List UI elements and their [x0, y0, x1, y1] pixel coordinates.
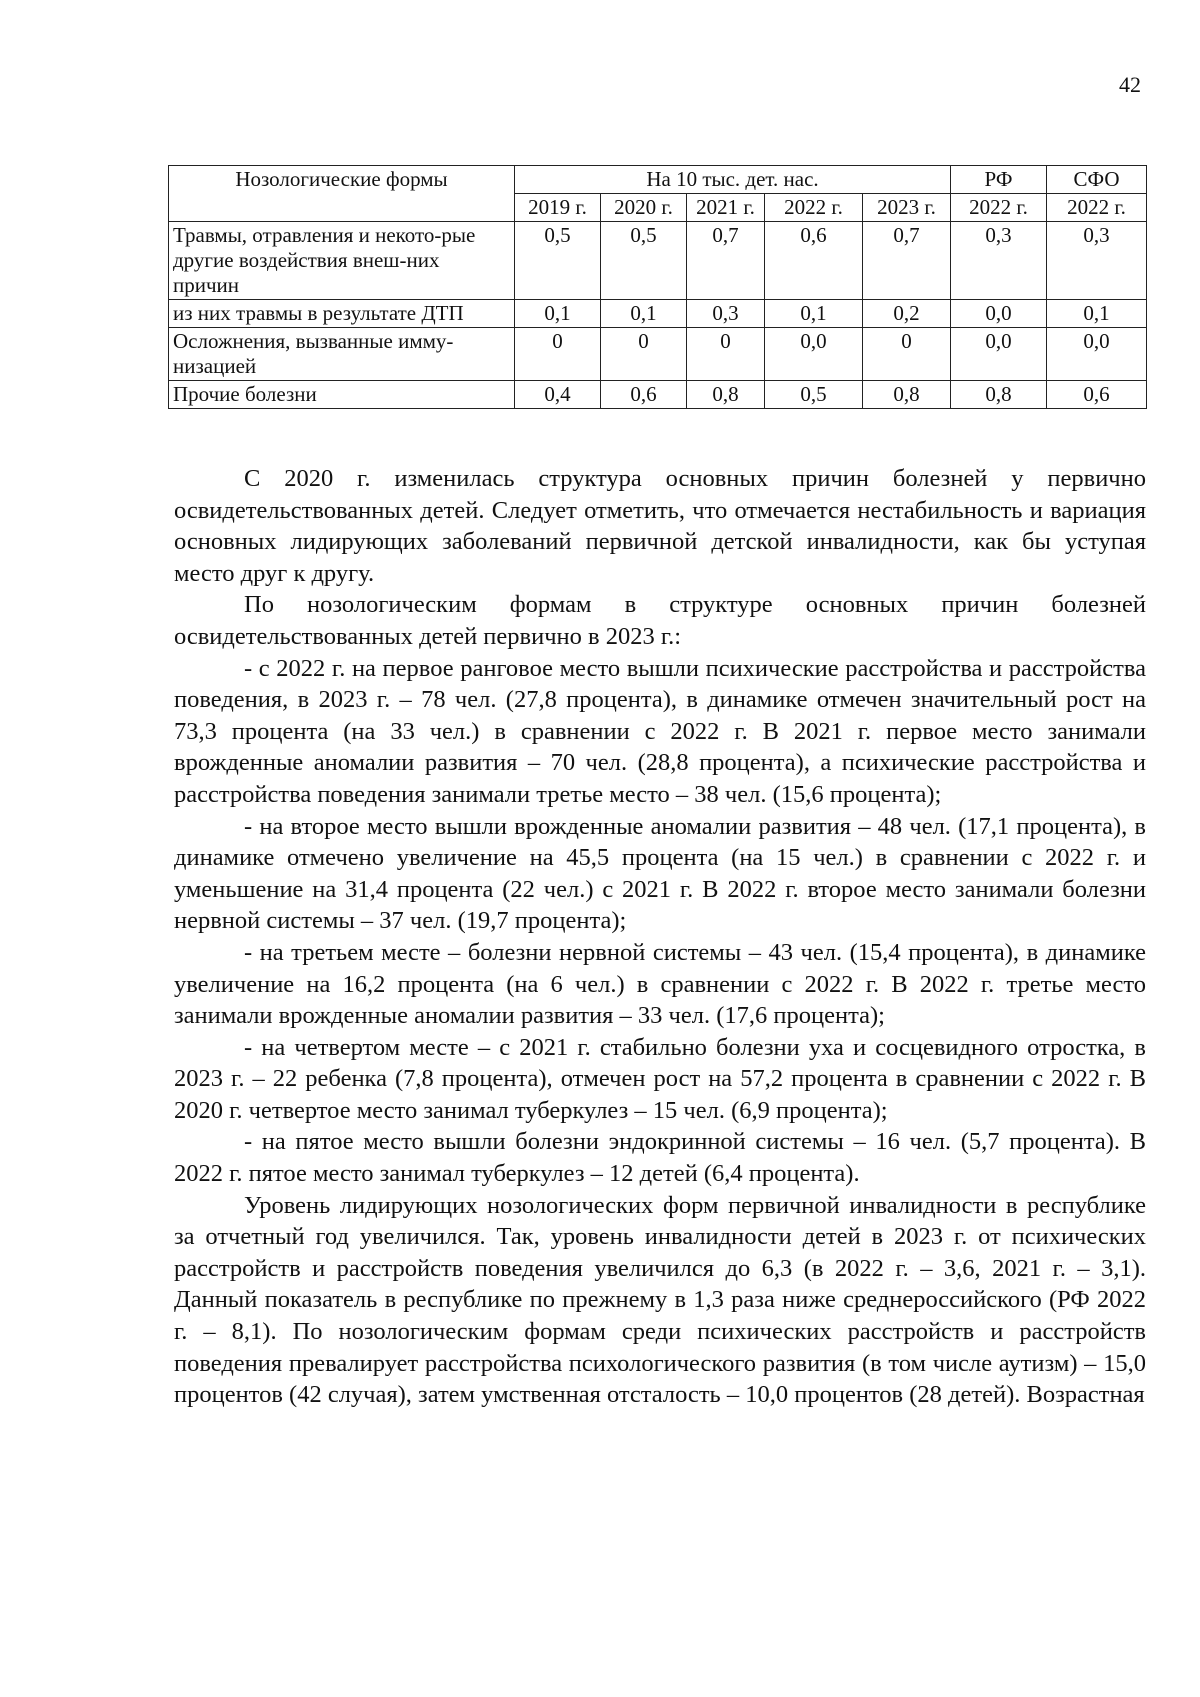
value-cell: 0,1: [601, 300, 687, 328]
value-cell: 0,0: [951, 328, 1047, 381]
row-label: из них травмы в результате ДТП: [169, 300, 515, 328]
value-cell: 0,1: [765, 300, 863, 328]
year-cell: 2021 г.: [687, 194, 765, 222]
value-cell: 0,6: [765, 222, 863, 300]
year-cell: 2022 г.: [765, 194, 863, 222]
year-cell: 2022 г.: [1047, 194, 1147, 222]
list-item: - на пятое место вышли болезни эндокринной системы – 16 чел. (5,7 процента). В 2022 г. пятое место занимал туберкулез – 12 детей (6,4 процента).: [174, 1128, 1146, 1188]
value-cell: 0,8: [863, 381, 951, 409]
row-label: Травмы, отравления и некото-рые другие воздействия внеш-них причин: [169, 222, 515, 300]
table-row: [169, 300, 1147, 328]
value-cell: 0,3: [1047, 222, 1147, 300]
value-cell: 0,1: [515, 300, 601, 328]
value-cell: 0,8: [687, 381, 765, 409]
year-cell: 2022 г.: [951, 194, 1047, 222]
value-cell: 0,2: [863, 300, 951, 328]
value-cell: 0: [863, 328, 951, 381]
year-cell: 2019 г.: [515, 194, 601, 222]
value-cell: 0,5: [515, 222, 601, 300]
value-cell: 0,6: [601, 381, 687, 409]
table-row: [169, 381, 1147, 409]
year-cell: 2020 г.: [601, 194, 687, 222]
header-sfo: СФО: [1047, 166, 1147, 194]
table-row: [169, 328, 1147, 381]
value-cell: 0,8: [951, 381, 1047, 409]
paragraph: По нозологическим формам в структуре основных причин болезней освидетельствованных детей первично в 2023 г.:: [174, 591, 1146, 650]
value-cell: 0: [515, 328, 601, 381]
table-header-row: [169, 166, 1147, 194]
list-item: - с 2022 г. на первое ранговое место вышли психические расстройства и расстройства поведения, в 2023 г. – 78 чел. (27,8 процента), в динамике отмечен значительный рост на 73,3 процента (на 33 чел.) в сравнении с 2022 г. В 2021 г. первое место занимали врожденные аномалии развития – 70 чел. (28,8 процента), а психические расстройства и расстройства поведения занимали третье место – 38 чел. (15,6 процента);: [174, 654, 1146, 808]
body-text: [174, 463, 1146, 1411]
list-item: - на второе место вышли врожденные аномалии развития – 48 чел. (17,1 процента), в динамике отмечено увеличение на 45,5 процента (на 15 чел.) в сравнении с 2022 г. и уменьшение на 31,4 процента (22 чел.) с 2021 г. В 2022 г. второе место занимали болезни нервной системы – 37 чел. (19,7 процента);: [174, 812, 1146, 935]
value-cell: 0,1: [1047, 300, 1147, 328]
nosology-table: [168, 165, 1147, 409]
row-label: Прочие болезни: [169, 381, 515, 409]
header-nosology: Нозологические формы: [169, 166, 515, 222]
list-item: - на третьем месте – болезни нервной системы – 43 чел. (15,4 процента), в динамике увеличение на 16,2 процента (на 6 чел.) в сравнении с 2022 г. В 2022 г. третье место занимали врожденные аномалии развития – 33 чел. (17,6 процента);: [174, 938, 1146, 1030]
row-label: Осложнения, вызванные имму-низацией: [169, 328, 515, 381]
value-cell: 0,3: [951, 222, 1047, 300]
table-row: [169, 222, 1147, 300]
header-rf: РФ: [951, 166, 1047, 194]
value-cell: 0: [687, 328, 765, 381]
value-cell: 0,3: [687, 300, 765, 328]
value-cell: 0,7: [863, 222, 951, 300]
value-cell: 0,5: [601, 222, 687, 300]
value-cell: 0,4: [515, 381, 601, 409]
value-cell: 0: [601, 328, 687, 381]
value-cell: 0,5: [765, 381, 863, 409]
page-number: 42: [1119, 72, 1141, 97]
list-item: - на четвертом месте – с 2021 г. стабильно болезни уха и сосцевидного отростка, в 2023 г. – 22 ребенка (7,8 процента), отмечен рост на 57,2 процента в сравнении с 2022 г. В 2020 г. четвертое место занимал туберкулез – 15 чел. (6,9 процента);: [174, 1033, 1146, 1124]
value-cell: 0,7: [687, 222, 765, 300]
value-cell: 0,0: [951, 300, 1047, 328]
year-cell: 2023 г.: [863, 194, 951, 222]
value-cell: 0,0: [765, 328, 863, 381]
paragraph: С 2020 г. изменилась структура основных причин болезней у первично освидетельствованных детей. Следует отметить, что отмечается нестабильность и вариация основных лидирующих заболеваний первичной детской инвалидности, как бы уступая место друг к другу.: [174, 465, 1146, 587]
paragraph: Уровень лидирующих нозологических форм первичной инвалидности в республике за отчетный год увеличился. Так, уровень инвалидности детей в 2023 г. от психических расстройств и расстройств поведения увеличился до 6,3 (в 2022 г. – 3,6, 2021 г. – 3,1). Данный показатель в республике по прежнему в 1,3 раза ниже среднероссийского (РФ 2022 г. – 8,1). По нозологическим формам среди психических расстройств и расстройств поведения превалирует расстройства психологического развития (в том числе аутизм) – 15,0 процентов (42 случая), затем умственная отсталость – 10,0 процентов (28 детей). Возрастная: [174, 1191, 1146, 1409]
header-group: На 10 тыс. дет. нас.: [515, 166, 951, 194]
value-cell: 0,0: [1047, 328, 1147, 381]
value-cell: 0,6: [1047, 381, 1147, 409]
